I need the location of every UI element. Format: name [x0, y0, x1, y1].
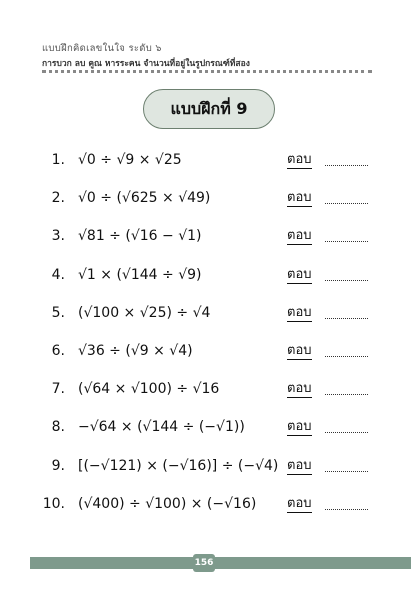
answer-blank[interactable] [325, 432, 368, 433]
problem-number: 4. [51, 266, 65, 283]
answer-label: ตอบ [287, 495, 312, 511]
answer-label: ตอบ [287, 304, 312, 320]
answer-label: ตอบ [287, 190, 312, 206]
answer-label: ตอบ [287, 152, 312, 167]
problem-row [0, 267, 411, 291]
answer-blank[interactable] [325, 471, 368, 472]
answer-blank[interactable] [325, 165, 368, 166]
footer-bar [30, 557, 411, 569]
problem-expression: −√64 × (√144 ÷ (−√1)) [78, 419, 245, 436]
answer-blank[interactable] [325, 356, 368, 357]
section-subtitle: การบวก ลบ คูณ หารระคน จำนวนที่อยู่ในรูปกรณฑ์ที่สอง [42, 59, 250, 69]
problem-number: 3. [51, 228, 65, 245]
problem-number: 5. [51, 304, 65, 321]
problem-expression: √0 ÷ (√625 × √49) [78, 190, 211, 207]
problem-row [0, 343, 411, 367]
series-title: แบบฝึกคิดเลขในใจ ระดับ ๖ [42, 43, 162, 54]
problem-expression: (√400) ÷ √100) × (−√16) [78, 495, 257, 512]
problem-number: 9. [51, 457, 65, 474]
problem-number: 10. [42, 495, 65, 512]
answer-label: ตอบ [287, 457, 312, 473]
problem-expression: √36 ÷ (√9 × √4) [78, 343, 193, 359]
answer-label: ตอบ [287, 266, 312, 282]
problem-number: 8. [51, 419, 65, 436]
answer-label: ตอบ [287, 419, 312, 435]
problem-row [0, 419, 411, 443]
problem-expression: (√100 × √25) ÷ √4 [78, 304, 211, 321]
answer-blank[interactable] [325, 509, 368, 510]
problem-expression: (√64 × √100) ÷ √16 [78, 381, 220, 398]
problem-row [0, 152, 411, 176]
problem-row [0, 496, 411, 520]
problem-row [0, 381, 411, 405]
problem-row [0, 190, 411, 214]
problem-row [0, 305, 411, 329]
problem-number: 6. [51, 343, 65, 359]
answer-blank[interactable] [325, 318, 368, 319]
problem-number: 7. [51, 381, 65, 398]
page-number: 156 [193, 554, 215, 572]
problem-expression: √0 ÷ √9 × √25 [78, 152, 182, 168]
answer-blank[interactable] [325, 203, 368, 204]
problem-row [0, 228, 411, 252]
problem-number: 2. [51, 190, 65, 207]
answer-label: ตอบ [287, 343, 312, 358]
problem-expression: √81 ÷ (√16 − √1) [78, 228, 202, 245]
header-divider [42, 70, 372, 73]
problem-expression: √1 × (√144 ÷ √9) [78, 266, 202, 283]
answer-blank[interactable] [325, 394, 368, 395]
problem-row [0, 458, 411, 482]
problem-number: 1. [51, 152, 65, 168]
answer-label: ตอบ [287, 228, 312, 244]
exercise-title: แบบฝึกที่ 9 [143, 89, 275, 129]
answer-blank[interactable] [325, 280, 368, 281]
answer-label: ตอบ [287, 381, 312, 397]
answer-blank[interactable] [325, 241, 368, 242]
problem-expression: [(−√121) × (−√16)] ÷ (−√4) [78, 457, 279, 474]
